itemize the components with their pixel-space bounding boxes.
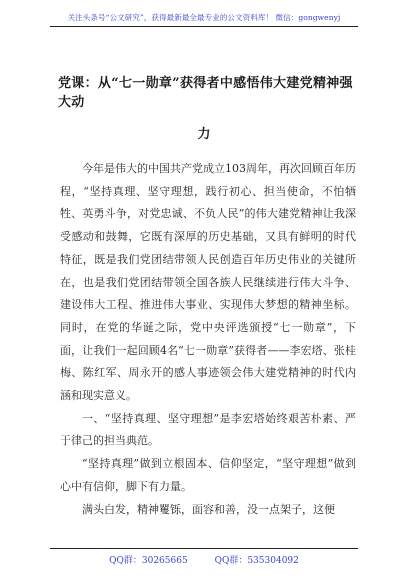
body-paragraph: 今年是伟大的中国共产党成立103周年，再次回顾百年历程，“坚持真理、坚守理想，践行初心、担当使命，不怕牺牲、英勇斗争，对党忠诚、不负人民”的伟大建党精神让我深受感动和鼓舞，它既有深厚的历史基础，又具有鲜明的时代特征，既是我们党团结带领人民创造百年历史伟业的关键所在，也是我们党团结带领全国各族人民继续进行伟大斗争、建设伟大工程、推进伟大事业、实现伟大梦想的精神坐标。同时，在党的华诞之际，党中央评选颁授“七一勋章”，下面，让我们一起回顾4名“七一勋章”获得者——李宏塔、张桂梅、陈红军、周永开的感人事迹领会伟大建党精神的时代内涵和现实意义。 [60,162,356,403]
footer-divider [50,548,358,549]
body-paragraph: “坚持真理”做到立根固本、信仰坚定，“坚守理想”做到心中有信仰，脚下有力量。 [60,457,356,493]
footer-qq-group-1: QQ群：30265665 [109,556,188,566]
footer [0,553,408,566]
header-banner: 关注头条号“公文研究”，获得最新最全最专业的公文资料库！ 微信：gongwenyj [67,13,341,22]
footer-qq-group-2: QQ群：535304092 [214,556,299,566]
document-title: 党课：从“七一勋章”获得者中感悟伟大建党精神强大动 [58,76,353,110]
document-title-continued: 力 [197,127,211,142]
body-paragraph: 满头白发，精神矍铄，面容和善，没一点架子，这便 [82,502,335,516]
header-divider [50,26,358,27]
body-paragraph: 一、“坚持真理、坚守理想”是李宏塔始终艰苦朴素、严于律己的担当典范。 [60,411,356,448]
document-body [60,158,356,521]
